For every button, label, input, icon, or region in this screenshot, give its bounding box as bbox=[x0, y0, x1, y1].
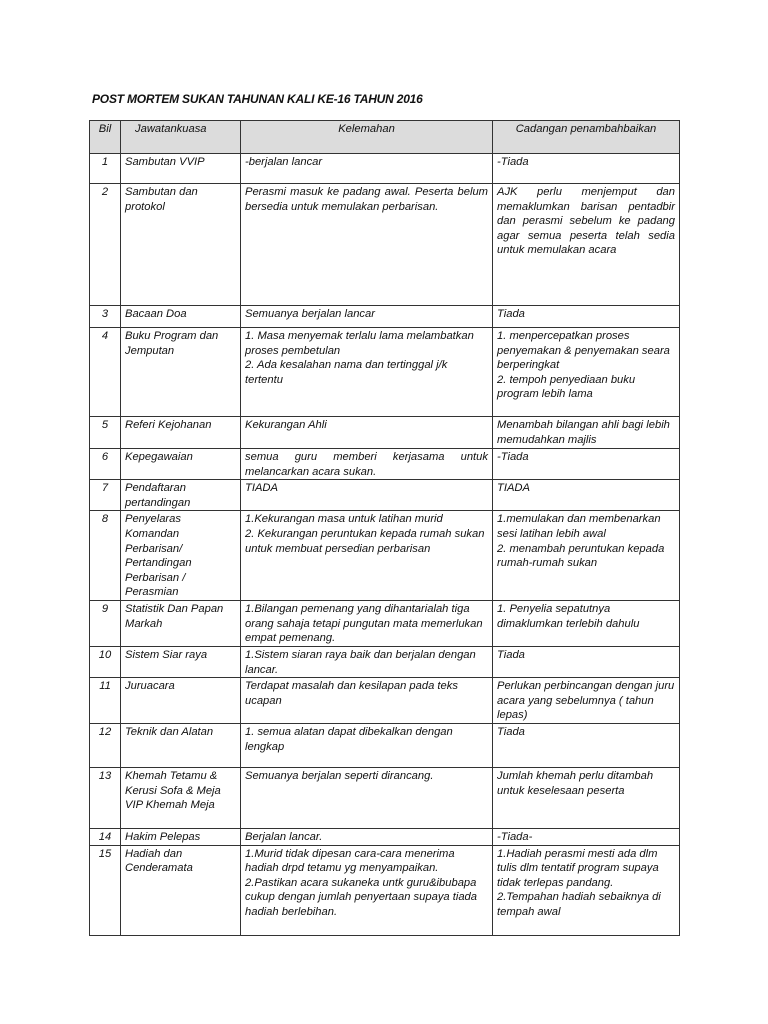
table-row bbox=[90, 511, 680, 601]
cell-bil: 5 bbox=[90, 417, 121, 449]
table-row bbox=[90, 184, 680, 306]
header-bil: Bil bbox=[90, 121, 121, 154]
cell-bil: 1 bbox=[90, 154, 121, 184]
header-cadangan: Cadangan penambahbaikan bbox=[493, 121, 680, 154]
cell-cadangan: 1.Hadiah perasmi mesti ada dlm tulis dlm tentatif program supaya tidak terlepas pandang. 2.Tempahan hadiah sebaiknya di tempah awal bbox=[497, 847, 661, 918]
cell-kelemahan: Berjalan lancar. bbox=[241, 828, 493, 845]
cell-cadangan: 1.memulakan dan membenarkan sesi latihan lebih awal 2. menambah peruntukan kepada rumah-rumah sukan bbox=[497, 513, 665, 570]
cell-kelemahan: semua guru memberi kerjasama untuk melancarkan acara sukan. bbox=[241, 449, 493, 480]
cell-cadangan: Tiada bbox=[493, 306, 680, 328]
cell-bil: 11 bbox=[90, 678, 121, 724]
cell-jawatankuasa: Teknik dan Alatan bbox=[121, 723, 241, 767]
cell-kelemahan: 1.Murid tidak dipesan cara-cara menerima hadiah drpd tetamu yg menyampaikan. 2.Pastikan acara sukaneka untk guru&ibubapa cukup dengan jumlah penyertaan supaya tiada hadiah berlebihan. bbox=[245, 847, 477, 918]
table-header-row bbox=[90, 121, 680, 154]
cell-jawatankuasa: Hakim Pelepas bbox=[121, 828, 241, 845]
table-row bbox=[90, 306, 680, 328]
cell-cadangan: AJK perlu menjemput dan memaklumkan barisan pentadbir dan perasmi sebelum ke padang agar semua peserta telah sedia untuk memulakan acara bbox=[493, 184, 680, 306]
cell-bil: 7 bbox=[90, 480, 121, 511]
table-row bbox=[90, 600, 680, 646]
table-row bbox=[90, 154, 680, 184]
cell-kelemahan: 1. semua alatan dapat dibekalkan dengan lengkap bbox=[241, 723, 493, 767]
cell-bil: 12 bbox=[90, 723, 121, 767]
cell-jawatankuasa: Hadiah dan Cenderamata bbox=[121, 845, 241, 935]
cell-bil: 9 bbox=[90, 600, 121, 646]
cell-cadangan: -Tiada bbox=[493, 154, 680, 184]
table-row bbox=[90, 828, 680, 845]
table-row bbox=[90, 328, 680, 417]
cell-bil: 14 bbox=[90, 828, 121, 845]
cell-bil: 15 bbox=[90, 845, 121, 935]
cell-jawatankuasa: Referi Kejohanan bbox=[121, 417, 241, 449]
cell-kelemahan: 1.Kekurangan masa untuk latihan murid 2. Kekurangan peruntukan kepada rumah sukan untuk membuat persedian perbarisan bbox=[245, 513, 485, 555]
cell-jawatankuasa: Pendaftaran pertandingan bbox=[121, 480, 241, 511]
cell-kelemahan: Terdapat masalah dan kesilapan pada teks ucapan bbox=[241, 678, 493, 724]
table-row bbox=[90, 480, 680, 511]
table-row bbox=[90, 417, 680, 449]
cell-kelemahan: Perasmi masuk ke padang awal. Peserta belum bersedia untuk memulakan perbarisan. bbox=[241, 184, 493, 306]
cell-kelemahan: 1.Bilangan pemenang yang dihantarialah tiga orang sahaja tetapi pungutan mata memerlukan empat pemenang. bbox=[241, 600, 493, 646]
cell-jawatankuasa: Sistem Siar raya bbox=[121, 646, 241, 677]
table-row bbox=[90, 449, 680, 480]
header-kelemahan: Kelemahan bbox=[241, 121, 493, 154]
cell-jawatankuasa: Penyelaras Komandan Perbarisan/ Pertandingan Perbarisan / Perasmian bbox=[121, 511, 241, 601]
cell-jawatankuasa: Sambutan VVIP bbox=[121, 154, 241, 184]
cell-jawatankuasa: Khemah Tetamu & Kerusi Sofa & Meja VIP Khemah Meja bbox=[121, 767, 241, 828]
cell-bil: 4 bbox=[90, 328, 121, 417]
header-jawatankuasa: Jawatankuasa bbox=[121, 121, 241, 154]
table-row bbox=[90, 678, 680, 724]
cell-jawatankuasa: Juruacara bbox=[121, 678, 241, 724]
post-mortem-table bbox=[89, 120, 680, 936]
cell-kelemahan: Semuanya berjalan seperti dirancang. bbox=[241, 767, 493, 828]
cell-bil: 6 bbox=[90, 449, 121, 480]
page-title: POST MORTEM SUKAN TAHUNAN KALI KE-16 TAHUN 2016 bbox=[92, 92, 423, 106]
cell-kelemahan: -berjalan lancar bbox=[241, 154, 493, 184]
cell-bil: 3 bbox=[90, 306, 121, 328]
cell-kelemahan: Semuanya berjalan lancar bbox=[241, 306, 493, 328]
cell-bil: 2 bbox=[90, 184, 121, 306]
cell-cadangan: Tiada bbox=[493, 646, 680, 677]
cell-jawatankuasa: Statistik Dan Papan Markah bbox=[121, 600, 241, 646]
cell-kelemahan: Kekurangan Ahli bbox=[241, 417, 493, 449]
table-row bbox=[90, 767, 680, 828]
cell-cadangan: 1. Penyelia sepatutnya dimaklumkan terlebih dahulu bbox=[493, 600, 680, 646]
cell-bil: 8 bbox=[90, 511, 121, 601]
cell-cadangan: -Tiada bbox=[493, 449, 680, 480]
cell-cadangan: Menambah bilangan ahli bagi lebih memudahkan majlis bbox=[493, 417, 680, 449]
cell-jawatankuasa: Buku Program dan Jemputan bbox=[121, 328, 241, 417]
cell-cadangan: 1. menpercepatkan proses penyemakan & penyemakan seara berperingkat 2. tempoh penyediaan buku program lebih lama bbox=[497, 330, 670, 401]
table-row bbox=[90, 723, 680, 767]
cell-kelemahan: 1. Masa menyemak terlalu lama melambatkan proses pembetulan 2. Ada kesalahan nama dan tertinggal j/k tertentu bbox=[245, 330, 474, 386]
cell-bil: 10 bbox=[90, 646, 121, 677]
cell-cadangan: -Tiada- bbox=[493, 828, 680, 845]
cell-kelemahan: 1.Sistem siaran raya baik dan berjalan dengan lancar. bbox=[241, 646, 493, 677]
cell-cadangan: TIADA bbox=[493, 480, 680, 511]
table-row bbox=[90, 845, 680, 935]
cell-bil: 13 bbox=[90, 767, 121, 828]
table-row bbox=[90, 646, 680, 677]
cell-kelemahan: TIADA bbox=[241, 480, 493, 511]
cell-jawatankuasa: Kepegawaian bbox=[121, 449, 241, 480]
cell-cadangan: Tiada bbox=[493, 723, 680, 767]
cell-cadangan: Perlukan perbincangan dengan juru acara yang sebelumnya ( tahun lepas) bbox=[493, 678, 680, 724]
cell-cadangan: Jumlah khemah perlu ditambah untuk keselesaan peserta bbox=[493, 767, 680, 828]
cell-jawatankuasa: Sambutan dan protokol bbox=[121, 184, 241, 306]
cell-jawatankuasa: Bacaan Doa bbox=[121, 306, 241, 328]
